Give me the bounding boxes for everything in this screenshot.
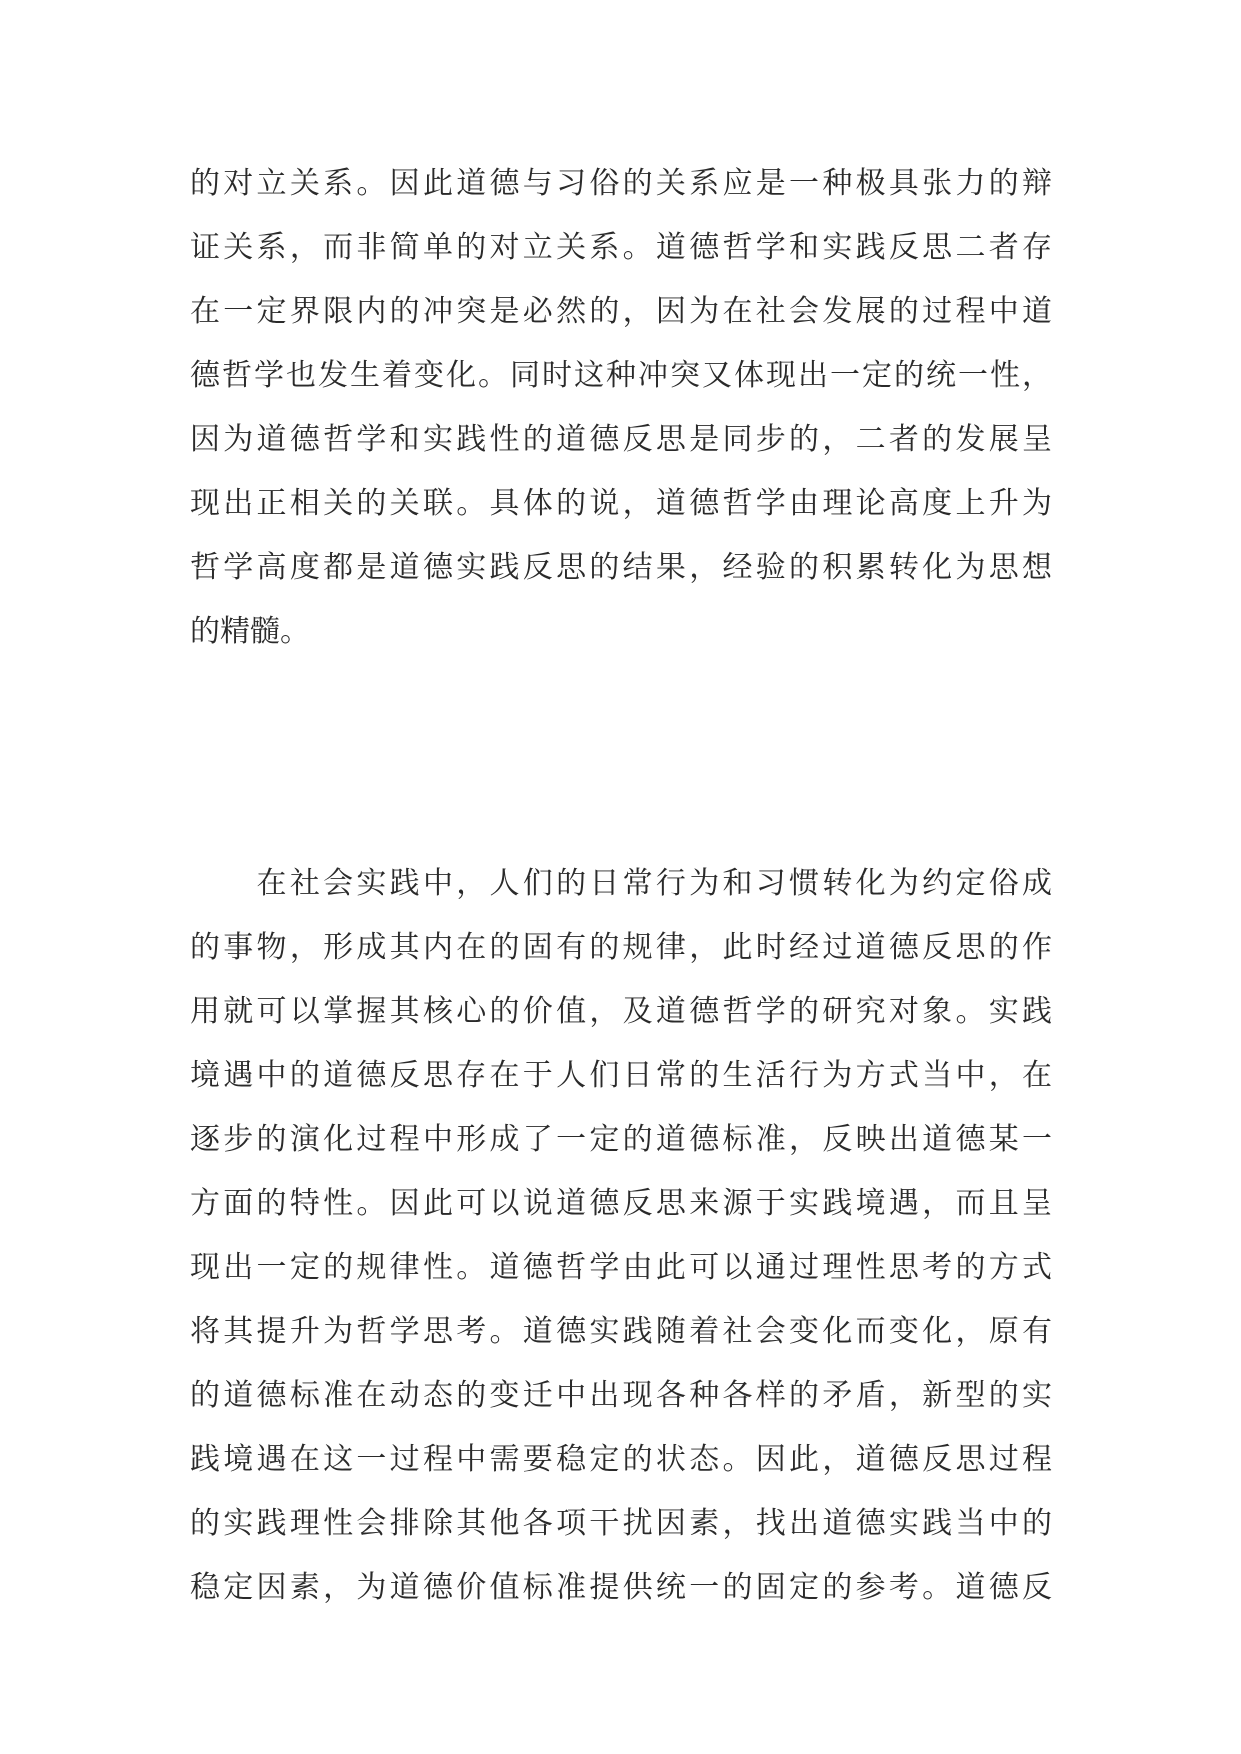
paragraph-line: 逐步的演化过程中形成了一定的道德标准，反映出道德某一	[190, 1122, 1052, 1157]
paragraph-line: 在社会实践中，人们的日常行为和习惯转化为约定俗成	[190, 866, 1052, 901]
paragraph-line: 的道德标准在动态的变迁中出现各种各样的矛盾，新型的实	[190, 1378, 1052, 1413]
paragraph-line: 的事物，形成其内在的固有的规律，此时经过道德反思的作	[190, 930, 1052, 965]
paragraph-line: 的对立关系。因此道德与习俗的关系应是一种极具张力的辩	[190, 166, 1052, 201]
paragraph-line: 用就可以掌握其核心的价值，及道德哲学的研究对象。实践	[190, 994, 1052, 1029]
paragraph-line: 因为道德哲学和实践性的道德反思是同步的，二者的发展呈	[190, 422, 1052, 457]
paragraph-line: 德哲学也发生着变化。同时这种冲突又体现出一定的统一性，	[190, 358, 1052, 393]
paragraph-line: 证关系，而非简单的对立关系。道德哲学和实践反思二者存	[190, 230, 1052, 265]
paragraph-line: 在一定界限内的冲突是必然的，因为在社会发展的过程中道	[190, 294, 1052, 329]
paragraph-line: 现出一定的规律性。道德哲学由此可以通过理性思考的方式	[190, 1250, 1052, 1285]
paragraph-line: 践境遇在这一过程中需要稳定的状态。因此，道德反思过程	[190, 1442, 1052, 1477]
paragraph-1	[190, 152, 1052, 664]
paragraph-line: 稳定因素，为道德价值标准提供统一的固定的参考。道德反	[190, 1570, 1052, 1605]
paragraph-line: 现出正相关的关联。具体的说，道德哲学由理论高度上升为	[190, 486, 1052, 521]
paragraph-line: 的实践理性会排除其他各项干扰因素，找出道德实践当中的	[190, 1506, 1052, 1541]
paragraph-line: 境遇中的道德反思存在于人们日常的生活行为方式当中，在	[190, 1058, 1052, 1093]
paragraph-line: 方面的特性。因此可以说道德反思来源于实践境遇，而且呈	[190, 1186, 1052, 1221]
paragraph-line: 将其提升为哲学思考。道德实践随着社会变化而变化，原有	[190, 1314, 1052, 1349]
paragraph-line: 的精髓。	[190, 614, 310, 649]
paragraph-line: 哲学高度都是道德实践反思的结果，经验的积累转化为思想	[190, 550, 1052, 585]
paragraph-2	[190, 852, 1052, 1620]
